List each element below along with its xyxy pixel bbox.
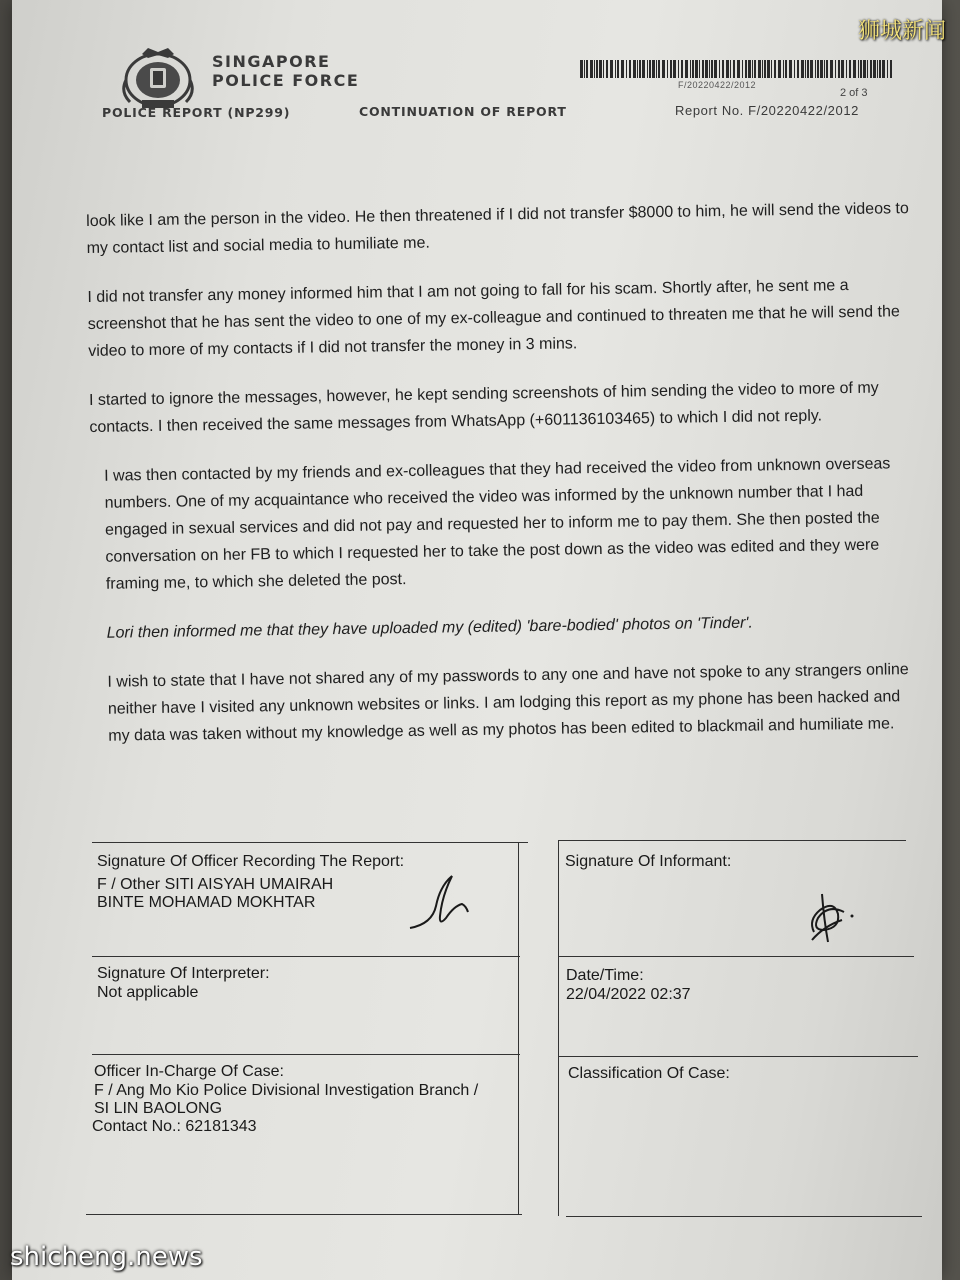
signature-table	[82, 836, 932, 1226]
interpreter-signature-label: Signature Of Interpreter:	[97, 965, 270, 982]
table-line	[92, 956, 520, 957]
table-divider	[558, 840, 559, 1216]
watermark-top-right: 狮城新闻	[857, 19, 946, 44]
datetime-label: Date/Time:	[566, 967, 644, 984]
continuation-label: CONTINUATION OF REPORT	[359, 104, 567, 119]
table-line	[558, 1056, 918, 1057]
paragraph: I did not transfer any money informed him that I am not going to fall for his scam. Shortly after, he sent me a screenshot that he has sent the video to one of my ex-colleague and continued to threaten me that he will send the video to more of my contacts if I did not transfer the money in 3 mins.	[87, 277, 900, 360]
police-report-page	[12, 0, 942, 1280]
ioc-line2: SI LIN BAOLONG	[94, 1100, 223, 1117]
org-name	[212, 52, 359, 90]
form-name: POLICE REPORT (NP299)	[102, 105, 291, 120]
table-line	[558, 840, 906, 841]
table-line	[558, 956, 914, 957]
paragraph: I was then contacted by my friends and ex-colleagues that they had received the video from unknown overseas numbers. One of my acquaintance who received the video was informed by the unknown number that I had engaged in sexual services and did not pay and requested her to inform me to pay them. She then posted the conversation on her FB to which I requested her to take the post down as the video was edited and they were framing me, to which she deleted the post.	[104, 455, 891, 593]
paragraph: I wish to state that I have not shared any of my passwords to any one and have not spoke to any strangers online neither have I visited any unknown websites or links. I am lodging this report as my phone has been hacked and my data was taken without my knowledge as well as my photos has been edited to blackmail and humiliate me.	[107, 661, 909, 745]
police-crest-icon	[112, 40, 204, 112]
paragraph: I started to ignore the messages, however, he kept sending screenshots of him sending the video to more of my contacts. I then received the same messages from WhatsApp (+601136103465) to which I did not reply.	[88, 379, 879, 436]
ioc-line1: F / Ang Mo Kio Police Divisional Investigation Branch /	[94, 1082, 479, 1099]
barcode	[580, 60, 892, 78]
table-divider	[518, 842, 519, 1214]
table-line	[92, 1054, 520, 1055]
table-line	[86, 1214, 522, 1215]
table-line	[566, 1216, 922, 1217]
report-number: Report No. F/20220422/2012	[675, 103, 859, 118]
classification-label: Classification Of Case:	[568, 1065, 730, 1082]
informant-signature-label: Signature Of Informant:	[565, 853, 732, 870]
interpreter-value: Not applicable	[97, 984, 199, 1001]
datetime-value: 22/04/2022 02:37	[566, 986, 691, 1003]
officer-signature-label: Signature Of Officer Recording The Report:	[97, 853, 405, 870]
ioc-label: Officer In-Charge Of Case:	[94, 1063, 284, 1080]
org-name-line2: POLICE FORCE	[212, 71, 360, 90]
officer-signature-image	[402, 866, 482, 936]
watermark-bottom-left: shicheng.news	[10, 1242, 203, 1272]
officer-name-line1: F / Other SITI AISYAH UMAIRAH	[97, 876, 334, 893]
informant-signature-image	[794, 880, 864, 950]
barcode-text: F/20220422/2012	[678, 80, 757, 90]
page-number: 2 of 3	[840, 87, 868, 99]
org-name-line1: SINGAPORE	[212, 52, 331, 71]
report-header	[12, 0, 942, 130]
ioc-contact: Contact No.: 62181343	[92, 1118, 257, 1135]
report-body	[86, 195, 925, 772]
paragraph: look like I am the person in the video. He then threatened if I did not transfer $8000 to him, he will send the videos to my contact list and social media to humiliate me.	[86, 200, 909, 257]
table-line	[92, 842, 528, 843]
paragraph: Lori then informed me that they have uploaded my (edited) 'bare-bodied' photos on 'Tinder'.	[106, 614, 753, 642]
officer-name-line2: BINTE MOHAMAD MOKHTAR	[97, 894, 316, 911]
